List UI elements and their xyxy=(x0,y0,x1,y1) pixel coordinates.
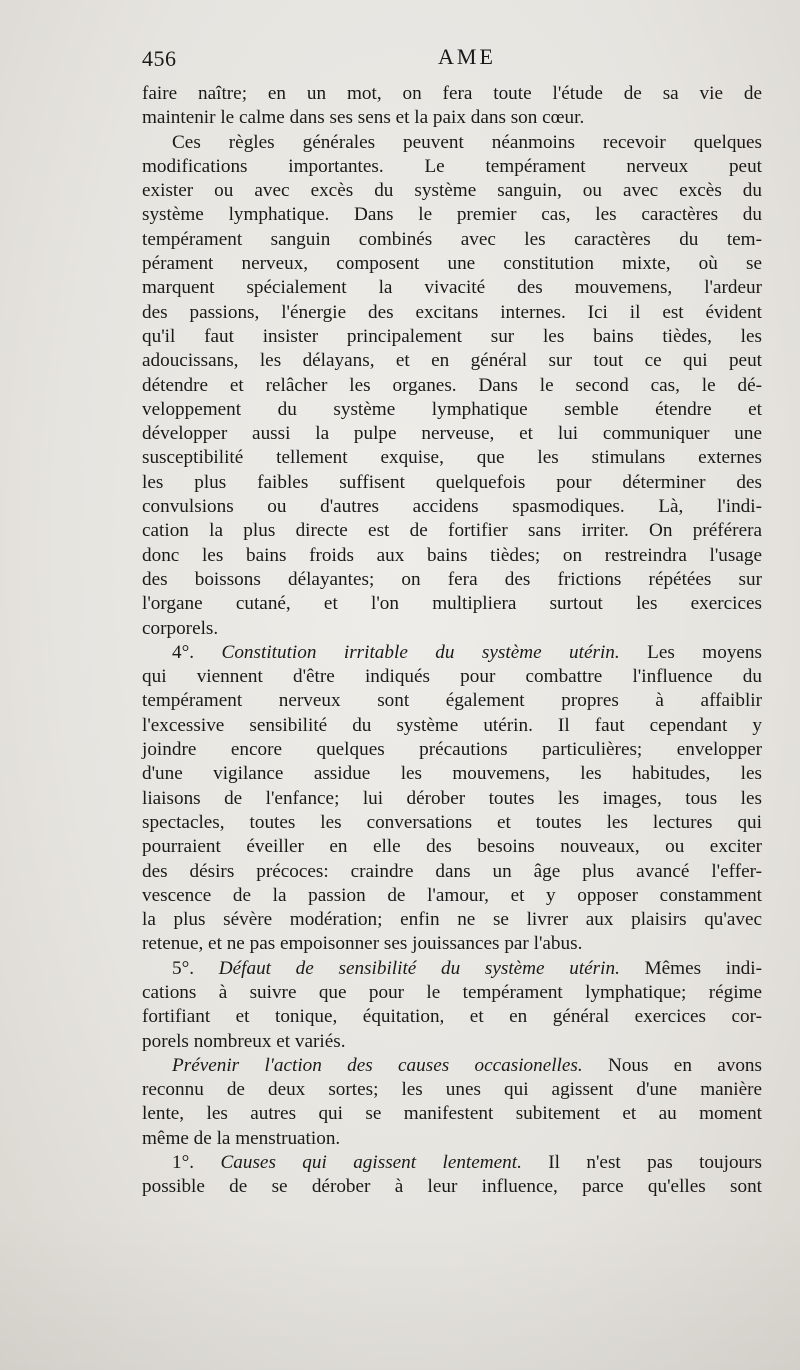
text-line: liaisons de l'enfance; lui dérober toutes les images, tous les xyxy=(142,787,762,809)
text-line: détendre et relâcher les organes. Dans le second cas, le dé- xyxy=(142,374,762,396)
text-line: vescence de la passion de l'amour, et y opposer constamment xyxy=(142,884,762,906)
text-line: lente, les autres qui se manifestent subitement et au moment xyxy=(142,1103,762,1125)
text-line: faire naître; en un mot, on fera toute l'étude de sa vie de xyxy=(142,83,762,104)
text-line: possible de se dérober à leur influence, parce qu'elles sont xyxy=(142,1176,762,1198)
text-line: qu'il faut insister principalement sur les bains tièdes, les xyxy=(142,325,762,347)
text-line: même de la menstruation. xyxy=(142,1127,341,1149)
line-continuation: Mêmes indi- xyxy=(619,957,762,979)
body-text xyxy=(142,82,762,1200)
section-heading: Prévenir l'action des causes occasionelles. xyxy=(172,1054,583,1076)
line-continuation: Nous en avons xyxy=(582,1054,762,1076)
text-line: adoucissans, les délayans, et en général sur tout ce qui peut xyxy=(142,350,762,372)
text-line: pérament nerveux, composent une constitution mixte, où se xyxy=(142,253,762,275)
text-line: fortifiant et tonique, équitation, et en général exercices cor- xyxy=(142,1006,762,1028)
text-line: système lymphatique. Dans le premier cas, les caractères du xyxy=(142,204,762,226)
page-shadow xyxy=(0,1210,800,1370)
text-line: l'excessive sensibilité du système utérin. Il faut cependant y xyxy=(142,714,762,736)
text-line: exister ou avec excès du système sanguin, ou avec excès du xyxy=(142,180,762,202)
text-line xyxy=(142,1054,762,1078)
section-number: 5°. xyxy=(172,957,219,979)
text-line: la plus sévère modération; enfin ne se livrer aux plaisirs qu'avec xyxy=(142,909,762,931)
text-line: retenue, et ne pas empoisonner ses jouissances par l'abus. xyxy=(142,933,583,955)
text-line: tempérament sanguin combinés avec les caractères du tem- xyxy=(142,228,762,250)
text-line: spectacles, toutes les conversations et toutes les lectures qui xyxy=(142,811,762,833)
section-heading: Causes qui agissent lentement. xyxy=(220,1152,522,1174)
section-heading: Défaut de sensibilité du système utérin. xyxy=(218,957,620,979)
line-continuation: Les moyens xyxy=(619,641,762,663)
text-line: pourraient éveiller en elle des besoins nouveaux, ou exciter xyxy=(142,836,762,858)
text-line: des boissons délayantes; on fera des frictions répétées sur xyxy=(142,568,762,590)
section-number: 1°. xyxy=(172,1152,221,1174)
text-line: cations à suivre que pour le tempérament lymphatique; régime xyxy=(142,981,762,1003)
text-line xyxy=(142,957,762,981)
text-line: donc les bains froids aux bains tièdes; on restreindra l'usage xyxy=(142,544,762,566)
text-line: d'une vigilance assidue les mouvemens, les habitudes, les xyxy=(142,763,762,785)
section-heading: Constitution irritable du système utérin. xyxy=(221,641,620,663)
text-line xyxy=(142,641,762,665)
text-line: l'organe cutané, et l'on multipliera surtout les exercices xyxy=(142,593,762,615)
text-line: marquent spécialement la vivacité des mouvemens, l'ardeur xyxy=(142,277,762,299)
text-line: cation la plus directe est de fortifier sans irriter. On préférera xyxy=(142,520,762,542)
line-continuation: Il n'est pas toujours xyxy=(521,1152,762,1174)
text-line: des désirs précoces: craindre dans un âge plus avancé l'effer- xyxy=(142,860,762,882)
text-line: joindre encore quelques précautions particulières; envelopper xyxy=(142,739,762,761)
text-line: développer aussi la pulpe nerveuse, et lui communiquer une xyxy=(142,423,762,445)
text-line: susceptibilité tellement exquise, que les stimulans externes xyxy=(142,447,762,469)
text-line: modifications importantes. Le tempérament nerveux peut xyxy=(142,155,762,177)
text-line: maintenir le calme dans ses sens et la paix dans son cœur. xyxy=(142,107,585,129)
text-line xyxy=(142,1151,762,1175)
text-line: des passions, l'énergie des excitans internes. Ici il est évident xyxy=(142,301,762,323)
page-header xyxy=(142,44,762,76)
text-line: porels nombreux et variés. xyxy=(142,1030,346,1052)
section-number: 4°. xyxy=(172,641,222,663)
text-line: les plus faibles suffisent quelquefois pour déterminer des xyxy=(142,471,762,493)
running-head: AME xyxy=(438,44,496,69)
text-line: qui viennent d'être indiqués pour combattre l'influence du xyxy=(142,666,762,688)
text-line: reconnu de deux sortes; les unes qui agissent d'une manière xyxy=(142,1079,762,1101)
text-line: veloppement du système lymphatique semble étendre et xyxy=(142,398,762,420)
page-number: 456 xyxy=(142,46,177,71)
text-line: tempérament nerveux sont également propres à affaiblir xyxy=(142,690,762,712)
text-line: corporels. xyxy=(142,617,219,639)
text-line: convulsions ou d'autres accidens spasmodiques. Là, l'indi- xyxy=(142,496,762,518)
text-line: Ces règles générales peuvent néanmoins recevoir quelques xyxy=(172,131,762,153)
